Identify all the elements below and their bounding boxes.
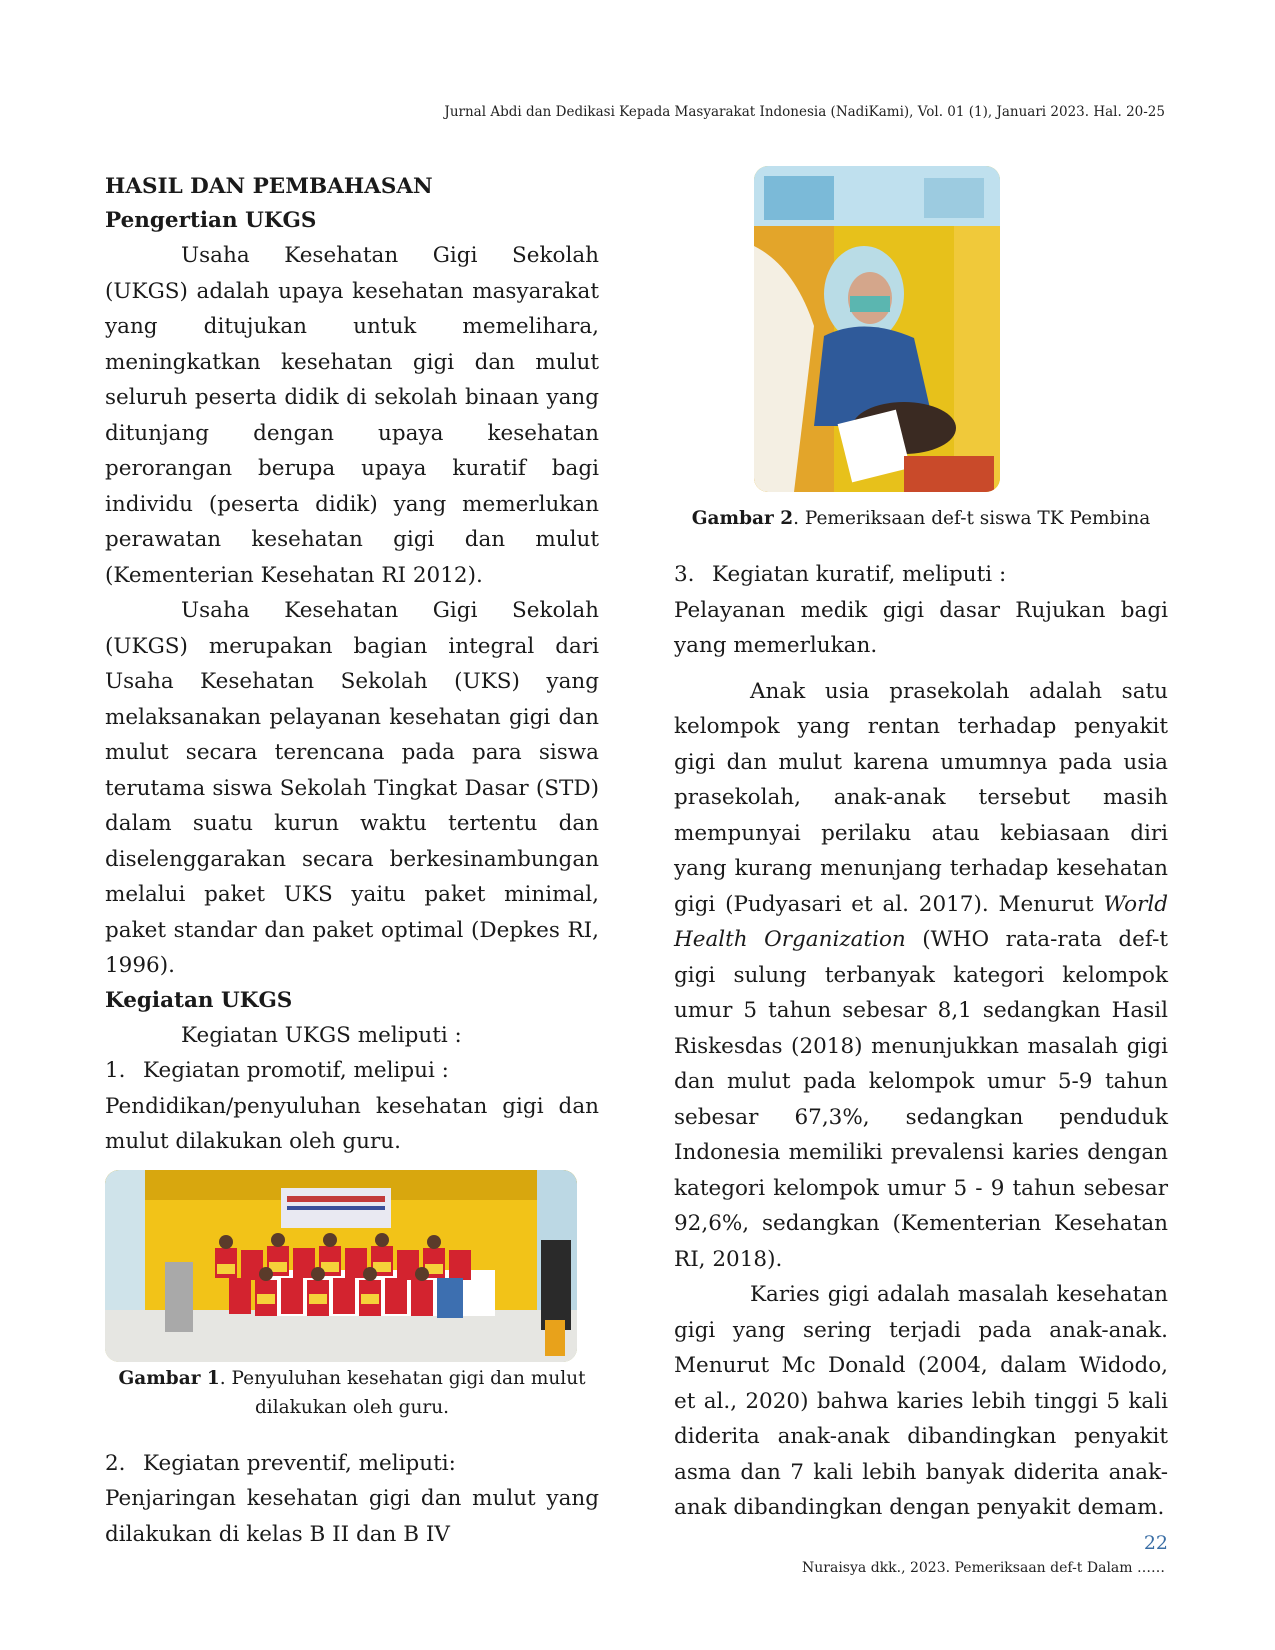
figure-2-label: Gambar 2	[691, 508, 794, 529]
paragraph-ukgs-definition: Usaha Kesehatan Gigi Sekolah (UKGS) adalah upaya kesehatan masyarakat yang ditujukan untuk memelihara, meningkatkan kesehatan gigi dan mulut seluruh peserta didik di sekolah binaan yang ditunjang dengan upaya kesehatan perorangan berupa upaya kuratif bagi individu (peserta didik) yang memerlukan perawatan kesehatan gigi dan mulut (Kementerian Kesehatan RI 2012).	[105, 243, 599, 588]
right-column	[674, 166, 1168, 1526]
figure-1-text: . Penyuluhan kesehatan gigi dan mulut dilakukan oleh guru.	[219, 1367, 586, 1418]
running-header: Jurnal Abdi dan Dedikasi Kepada Masyarakat Indonesia (NadiKami), Vol. 01 (1), Januari 2023. Hal. 20-25	[444, 104, 1165, 120]
list-item-title: Kegiatan kuratif, meliputi :	[712, 562, 1007, 587]
figure-2-caption	[674, 504, 1168, 533]
list-item-body: Penjaringan kesehatan gigi dan mulut yang dilakukan di kelas B II dan B IV	[105, 1486, 599, 1547]
figure-1-photo	[105, 1170, 577, 1362]
paragraph-prasekolah	[674, 674, 1168, 1278]
paragraph-ukgs-integral: Usaha Kesehatan Gigi Sekolah (UKGS) merupakan bagian integral dari Usaha Kesehatan Sekolah (UKS) yang melaksanakan pelayanan kesehatan gigi dan mulut secara terencana pada para siswa terutama siswa Sekolah Tingkat Dasar (STD) dalam suatu kurun waktu tertentu dan diselenggarakan secara berkesinambungan melalui paket UKS yaitu paket minimal, paket standar dan paket optimal (Depkes RI, 1996).	[105, 598, 599, 978]
list-item-promotif	[105, 1053, 599, 1089]
figure-1-label: Gambar 1	[118, 1367, 220, 1389]
list-number: 3.	[674, 562, 695, 587]
running-footer: Nuraisya dkk., 2023. Pemeriksaan def-t Dalam ……	[802, 1560, 1165, 1576]
list-number: 1.	[105, 1058, 126, 1083]
paragraph-prasekolah-part1: Anak usia prasekolah adalah satu kelompok yang rentan terhadap penyakit gigi dan mulut karena umumnya pada usia prasekolah, anak-anak tersebut masih mempunyai perilaku atau kebiasaan diri yang kurang menunjang terhadap kesehatan gigi (Pudyasari et al. 2017). Menurut	[674, 678, 1168, 917]
figure-2-photo	[754, 166, 1000, 492]
who-name: World Health Organization	[674, 891, 1168, 952]
subsection-title-kegiatan: Kegiatan UKGS	[105, 987, 293, 1013]
list-item-body: Pendidikan/penyuluhan kesehatan gigi dan mulut dilakukan oleh guru.	[105, 1093, 599, 1154]
list-item-title: Kegiatan promotif, melipui :	[143, 1058, 449, 1083]
figure-2-text: . Pemeriksaan def-t siswa TK Pembina	[793, 508, 1151, 529]
page-number: 22	[1143, 1532, 1168, 1554]
subsection-title-pengertian: Pengertian UKGS	[105, 208, 317, 233]
paragraph-prasekolah-part2: (WHO rata-rata def-t gigi sulung terbanyak kategori kelompok umur 5 tahun sebesar 8,1 sedangkan Hasil Riskesdas (2018) menunjukkan masalah gigi dan mulut pada kelompok umur 5-9 tahun sebesar 67,3%, sedangkan penduduk Indonesia memiliki prevalensi karies dengan kategori kelompok umur 5 - 9 tahun sebesar 92,6%, sedangkan (Kementerian Kesehatan RI, 2018).	[674, 927, 1168, 1272]
left-column	[105, 170, 599, 1552]
list-item-body: Pelayanan medik gigi dasar Rujukan bagi yang memerlukan.	[674, 597, 1168, 658]
list-number: 2.	[105, 1450, 126, 1476]
list-item-title: Kegiatan preventif, meliputi:	[143, 1450, 456, 1476]
list-item-preventif	[105, 1446, 599, 1482]
figure-1-caption	[105, 1364, 599, 1422]
kegiatan-intro: Kegiatan UKGS meliputi :	[181, 1022, 462, 1048]
paragraph-karies: Karies gigi adalah masalah kesehatan gigi yang sering terjadi pada anak-anak. Menurut Mc Donald (2004, dalam Widodo, et al., 2020) bahwa karies lebih tinggi 5 kali diderita anak-anak dibandingkan penyakit asma dan 7 kali lebih banyak diderita anak-anak dibandingkan dengan penyakit demam.	[674, 1282, 1168, 1520]
list-item-kuratif	[674, 557, 1168, 593]
section-title: HASIL DAN PEMBAHASAN	[105, 174, 433, 199]
